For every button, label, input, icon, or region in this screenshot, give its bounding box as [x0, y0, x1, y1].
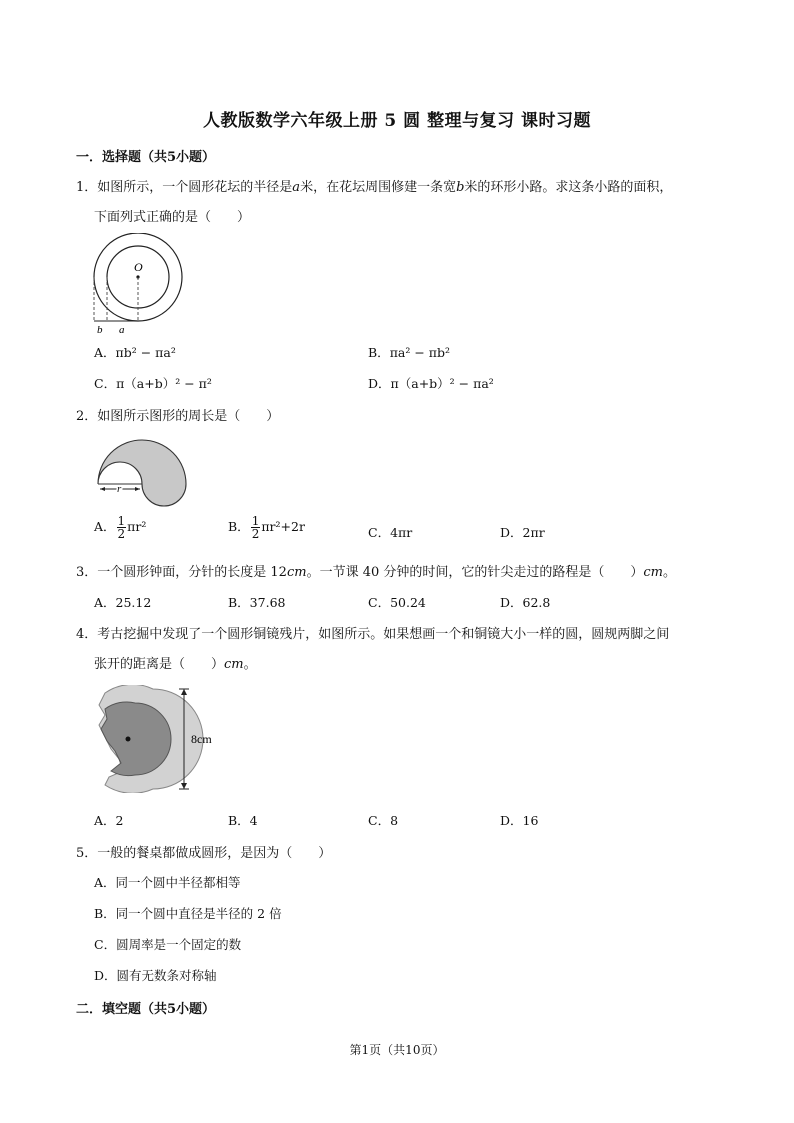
radius-label: a — [119, 324, 125, 336]
inner-disc — [101, 702, 171, 776]
section-heading-choice: 一．选择题（共5小题） — [76, 150, 216, 165]
option-c[interactable]: C．4πr — [368, 525, 413, 540]
option-b[interactable]: B． $\frac{1}{2}$ πr²+2r — [228, 514, 305, 541]
mirror-fragment-figure — [95, 685, 220, 793]
option-b[interactable]: B．4 — [228, 813, 258, 828]
page-title: 人教版数学六年级上册 5 圆 整理与复习 课时习题 — [202, 111, 591, 131]
page-footer: 第1页（共10页） — [349, 1043, 445, 1057]
width-label: b — [97, 324, 103, 336]
question-number: 1． — [76, 180, 98, 195]
radius-label: r — [117, 483, 122, 495]
center-point — [126, 737, 131, 742]
question-1: 1．如图所示，一个圆形花坛的半径是a米，在花坛周围修建一条宽b米的环形小路。求这条小路的面积， — [76, 180, 673, 195]
option-a[interactable]: A． $\frac{1}{2}$ πr² — [94, 514, 147, 541]
question-4-line2: 张开的距离是（ ）cm。 — [94, 657, 257, 672]
option-d[interactable]: D．62.8 — [500, 595, 551, 610]
option-b[interactable]: B．πa² − πb² — [368, 345, 451, 360]
shaded-region — [98, 440, 186, 506]
center-label: O — [134, 260, 143, 274]
option-c[interactable]: C．π（a+b）² − π² — [94, 376, 212, 391]
option-a[interactable]: A．2 — [94, 813, 124, 828]
option-a[interactable]: A．25.12 — [94, 595, 152, 610]
option-d[interactable]: D．圆有无数条对称轴 — [94, 968, 217, 983]
option-c[interactable]: C．8 — [368, 813, 399, 828]
crescent-figure — [94, 432, 194, 507]
option-a[interactable]: A．πb² − πa² — [94, 345, 176, 360]
option-d[interactable]: D．π（a+b）² − πa² — [368, 376, 494, 391]
diameter-label: 8cm — [191, 732, 212, 746]
option-a[interactable]: A．同一个圆中半径都相等 — [94, 875, 241, 890]
option-d[interactable]: D．16 — [500, 813, 539, 828]
section-heading-fill: 二．填空题（共5小题） — [76, 1002, 216, 1017]
question-3: 3．一个圆形钟面，分针的长度是 12cm。一节课 40 分钟的时间，它的针尖走过的路程是（ ）cm。 — [76, 565, 677, 580]
option-c[interactable]: C．圆周率是一个固定的数 — [94, 937, 242, 952]
option-b[interactable]: B．37.68 — [228, 595, 286, 610]
question-5: 5．一般的餐桌都做成圆形，是因为（ ） — [76, 846, 332, 861]
question-2: 2．如图所示图形的周长是（ ） — [76, 409, 280, 424]
option-d[interactable]: D．2πr — [500, 525, 545, 540]
question-1-line2: 下面列式正确的是（ ） — [94, 210, 251, 225]
option-b[interactable]: B．同一个圆中直径是半径的 2 倍 — [94, 906, 282, 921]
annulus-figure — [88, 233, 192, 337]
option-c[interactable]: C．50.24 — [368, 595, 426, 610]
question-4: 4．考古挖掘中发现了一个圆形铜镜残片，如图所示。如果想画一个和铜镜大小一样的圆，圆规两脚之间 — [76, 627, 670, 642]
